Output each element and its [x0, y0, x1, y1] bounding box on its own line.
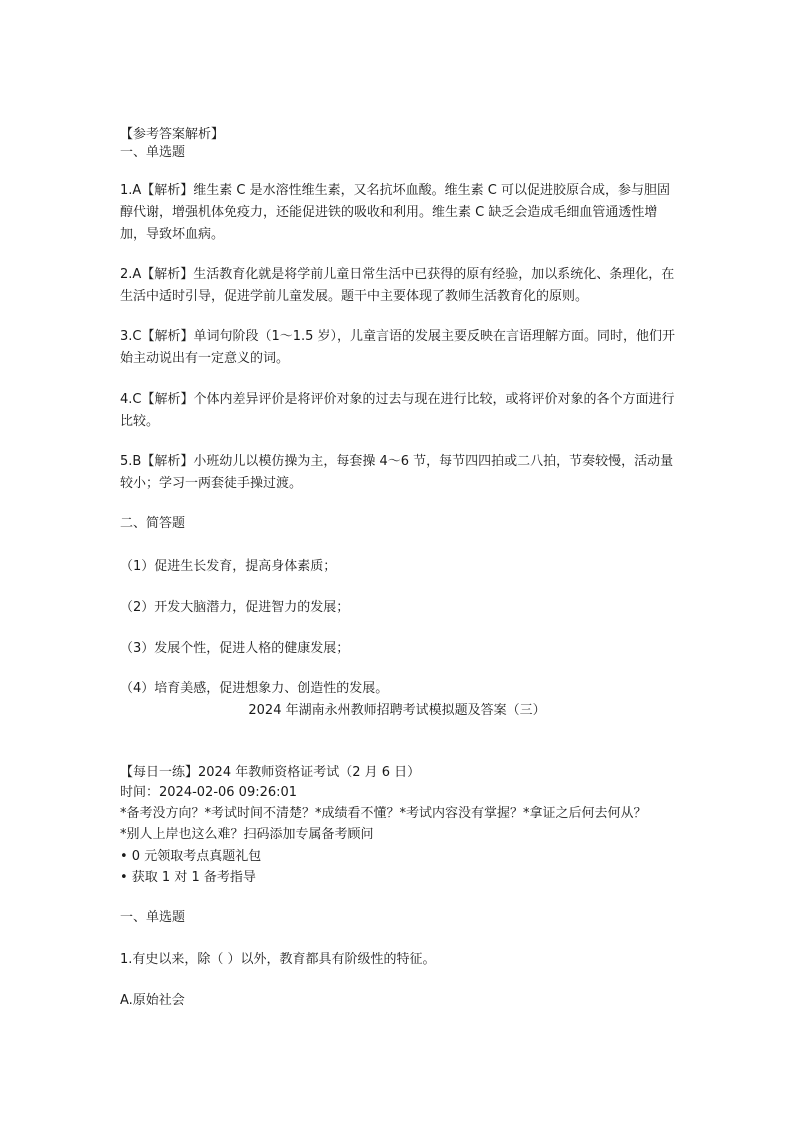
answer-3: 3.C【解析】单词句阶段（1～1.5 岁），儿童言语的发展主要反映在言语理解方面。同时，他们开始主动说出有一定意义的词。 [120, 329, 676, 366]
answer-2: 2.A【解析】生活教育化就是将学前儿童日常生活中已获得的原有经验，加以系统化、条理化，在生活中适时引导，促进学前儿童发展。题干中主要体现了教师生活教育化的原则。 [120, 267, 675, 304]
question-1: 1.有史以来，除（ ）以外，教育都具有阶级性的特征。 [120, 952, 436, 967]
short-answer-4: （4）培育美感，促进想象力、创造性的发展。 [120, 681, 389, 696]
short-answer-2: （2）开发大脑潜力，促进智力的发展； [120, 600, 350, 615]
answer-4: 4.C【解析】个体内差异评价是将评价对象的过去与现在进行比较，或将评价对象的各个方面进行比较。 [120, 392, 675, 429]
promo-line-1: *备考没方向？*考试时间不清楚？*成绩看不懂？*考试内容没有掌握？*拿证之后何去何从？ [120, 806, 647, 821]
bullet-gift-pack: • 0 元领取考点真题礼包 [120, 849, 262, 864]
bullet-one-on-one: • 获取 1 对 1 备考指导 [120, 870, 256, 885]
answer-1: 1.A【解析】维生素 C 是水溶性维生素，又名抗坏血酸。维生素 C 可以促进胶原合成，参与胆固醇代谢，增强机体免疫力，还能促进铁的吸收和利用。维生素 C 缺乏会造成毛细血管通透性增加，导致坏血病。 [120, 183, 670, 242]
timestamp: 时间：2024-02-06 09:26:01 [120, 785, 298, 800]
daily-practice-title: 【每日一练】2024 年教师资格证考试（2 月 6 日） [120, 765, 421, 780]
section-title-single-choice: 一、单选题 [120, 145, 186, 160]
short-answer-1: （1）促进生长发育，提高身体素质； [120, 559, 337, 574]
section-title-single-choice-2: 一、单选题 [120, 910, 186, 925]
option-a: A.原始社会 [120, 993, 185, 1008]
next-article-title: 2024 年湖南永州教师招聘考试模拟题及答案（三） [248, 703, 546, 718]
section-title-short-answer: 二、简答题 [120, 516, 186, 531]
promo-line-2: *别人上岸也这么难？扫码添加专属备考顾问 [120, 827, 374, 842]
answer-header: 【参考答案解析】 [120, 127, 225, 142]
answer-5: 5.B【解析】小班幼儿以模仿操为主，每套操 4～6 节，每节四四拍或二八拍，节奏较慢，活动量较小；学习一两套徒手操过渡。 [120, 454, 674, 491]
short-answer-3: （3）发展个性，促进人格的健康发展； [120, 641, 350, 656]
